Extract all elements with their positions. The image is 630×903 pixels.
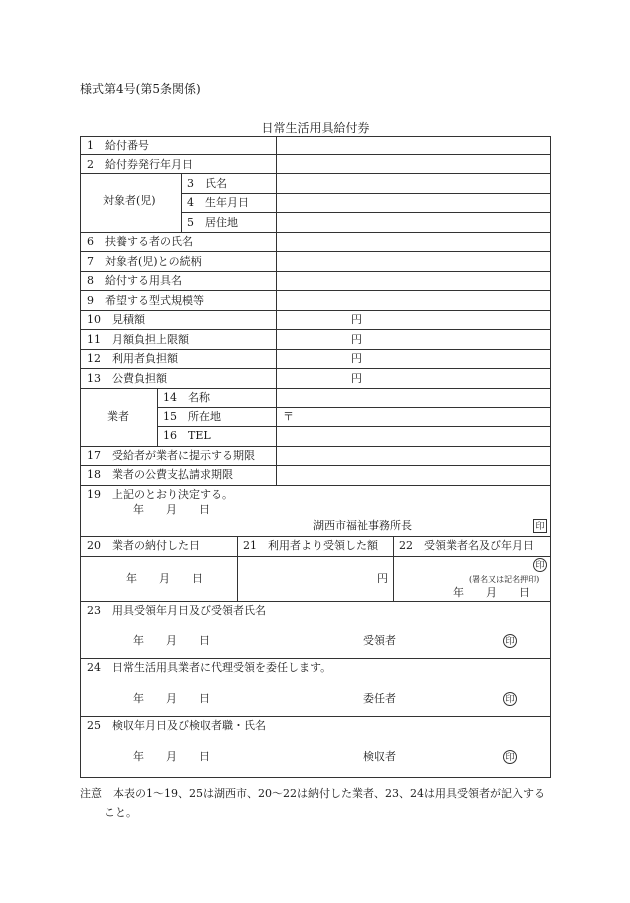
row-10-label: 10 見積額: [87, 313, 145, 326]
row-divider: [81, 536, 550, 537]
row-divider: [81, 154, 550, 155]
column-divider: [181, 173, 182, 232]
vendor-date: 年 月 日: [453, 586, 530, 599]
row-11-label: 11 月額負担上限額: [87, 333, 189, 346]
note-line: 注意 本表の1～19、25は湖西市、20～22は納付した業者、23、24は用具受領者が記入する: [80, 787, 545, 800]
row-divider: [81, 388, 550, 389]
seal-icon: 印: [533, 558, 547, 572]
row-17-label: 17 受給者が業者に提示する期限: [87, 449, 255, 462]
office-name: 湖西市福祉事務所長: [313, 519, 412, 532]
delegator-role: 委任者: [363, 692, 396, 705]
yen-unit: 円: [351, 313, 362, 326]
yen-unit: 円: [351, 333, 362, 346]
decision-date: 年 月 日: [133, 503, 210, 516]
row-divider: [81, 601, 550, 602]
row-divider: [181, 193, 550, 194]
inspector-role: 検収者: [363, 750, 396, 763]
row-divider: [81, 173, 550, 174]
delivery-date: 年 月 日: [126, 572, 203, 585]
row-18-label: 18 業者の公費支払請求期限: [87, 468, 233, 481]
delegation-label: 24 日常生活用具業者に代理受領を委任します。: [87, 661, 332, 674]
row-15-label: 15 所在地: [163, 410, 221, 423]
row-4-label: 4 生年月日: [187, 196, 249, 209]
row-divider: [157, 426, 550, 427]
inspection-label: 25 検収年月日及び検収者職・氏名: [87, 719, 266, 732]
seal-icon: 印: [503, 634, 517, 648]
form-table: [80, 136, 551, 778]
receipt-label: 23 用具受領年月日及び受領者氏名: [87, 604, 266, 617]
row-divider: [81, 290, 550, 291]
column-divider: [237, 536, 238, 601]
row-9-label: 9 希望する型式規模等: [87, 294, 204, 307]
decision-label: 19 上記のとおり決定する。: [87, 488, 233, 501]
row-divider: [81, 232, 550, 233]
seal-icon: 印: [503, 750, 517, 764]
seal-icon: 印: [533, 519, 547, 533]
postal-mark: 〒: [283, 410, 294, 423]
row-divider: [81, 446, 550, 447]
document-title: 日常生活用具給付券: [261, 121, 370, 135]
note-line: こと。: [104, 806, 137, 819]
yen-unit: 円: [351, 372, 362, 385]
notes: [80, 784, 545, 822]
row-1-label: 1 給付番号: [87, 139, 149, 152]
row-divider: [157, 407, 550, 408]
vendor-group-label: 業者: [107, 410, 129, 423]
row-divider: [81, 251, 550, 252]
column-divider: [276, 137, 277, 485]
row-6-label: 6 扶養する者の氏名: [87, 235, 193, 248]
row-13-label: 13 公費負担額: [87, 372, 167, 385]
row-divider: [81, 556, 550, 557]
row-12-label: 12 利用者負担額: [87, 352, 178, 365]
yen-unit: 円: [351, 352, 362, 365]
subject-group-label: 対象者(児): [103, 194, 156, 207]
row-14-label: 14 名称: [163, 391, 210, 404]
row-divider: [81, 368, 550, 369]
delegation-date: 年 月 日: [133, 692, 210, 705]
row-divider: [81, 271, 550, 272]
yen-unit: 円: [377, 572, 388, 585]
row-7-label: 7 対象者(児)との続柄: [87, 255, 202, 268]
row-divider: [81, 485, 550, 486]
column-divider: [393, 536, 394, 601]
row-divider: [81, 658, 550, 659]
signature-note: (署名又は記名押印): [469, 575, 540, 584]
receipt-date: 年 月 日: [133, 634, 210, 647]
delivery-date-header: 20 業者の納付した日: [87, 539, 200, 552]
row-divider: [81, 329, 550, 330]
row-divider: [181, 212, 550, 213]
form-number: 様式第4号(第5条関係): [80, 82, 201, 96]
row-divider: [81, 310, 550, 311]
receiver-role: 受領者: [363, 634, 396, 647]
received-amount-header: 21 利用者より受領した額: [243, 539, 378, 552]
inspection-date: 年 月 日: [133, 750, 210, 763]
row-3-label: 3 氏名: [187, 177, 227, 190]
row-5-label: 5 居住地: [187, 216, 238, 229]
row-divider: [81, 716, 550, 717]
column-divider: [157, 388, 158, 446]
receiving-vendor-header: 22 受領業者名及び年月日: [399, 539, 534, 552]
row-16-label: 16 TEL: [163, 429, 211, 442]
row-divider: [81, 349, 550, 350]
row-divider: [81, 465, 550, 466]
seal-icon: 印: [503, 692, 517, 706]
row-8-label: 8 給付する用具名: [87, 274, 182, 287]
row-2-label: 2 給付券発行年月日: [87, 158, 193, 171]
